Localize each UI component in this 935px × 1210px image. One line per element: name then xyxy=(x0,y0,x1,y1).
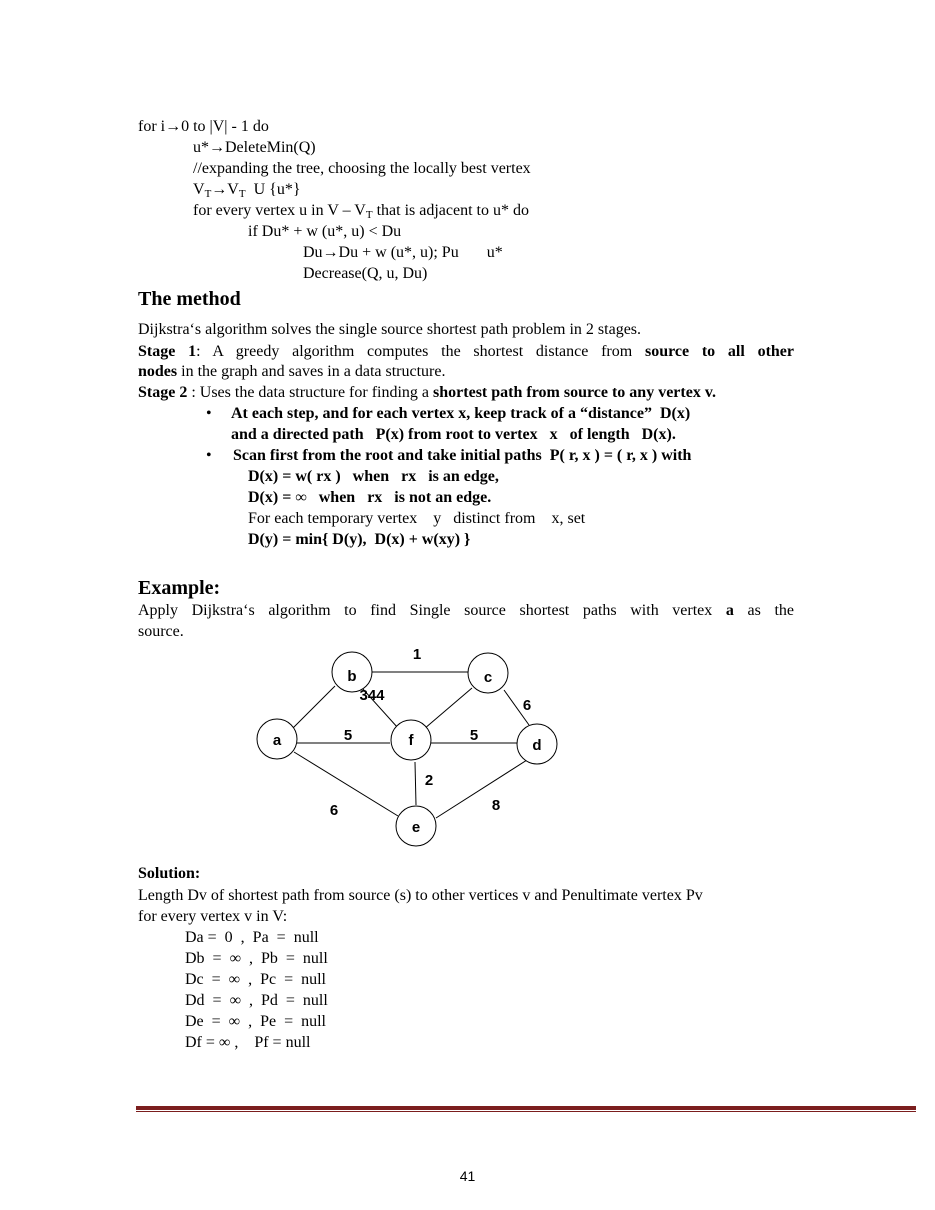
solution-heading: Solution: xyxy=(138,865,201,882)
weight-bc: 1 xyxy=(412,646,422,663)
d-rule-3: For each temporary vertex y distinct from x, set xyxy=(248,510,586,527)
edge-c-f xyxy=(424,688,472,729)
weight-de: 8 xyxy=(491,797,501,814)
bullet-2-line: Scan first from the root and take initial paths P( r, x ) = ( r, x ) with xyxy=(233,447,692,464)
algo-for-every: for every vertex u in V – V xyxy=(193,202,366,219)
algo-arrow-v: →V xyxy=(211,181,239,198)
example-text-line-1 xyxy=(138,600,794,621)
stage1-label: Stage 1 xyxy=(138,343,197,360)
d-rule-1: D(x) = w( rx ) when rx is an edge, xyxy=(248,468,499,485)
algo-line-8: Decrease(Q, u, Du) xyxy=(303,265,428,282)
weight-af: 5 xyxy=(343,727,353,744)
solution-row-b: Db = ∞ , Pb = null xyxy=(185,950,328,967)
example-graph xyxy=(240,640,570,850)
example-text-line-2: source. xyxy=(138,623,184,640)
edge-a-b xyxy=(290,686,335,731)
solution-row-e: De = ∞ , Pe = null xyxy=(185,1013,326,1030)
weight-ae: 6 xyxy=(329,802,339,819)
bullet-2-mark: • xyxy=(206,447,212,464)
solution-row-f: Df = ∞ , Pf = null xyxy=(185,1034,311,1051)
node-d-label: d xyxy=(532,737,542,754)
example-text-a: Apply Dijkstra‘s algorithm to find Single source shortest paths with vertex xyxy=(138,602,726,619)
edge-a-e xyxy=(294,752,398,816)
weight-bf: 344 xyxy=(359,687,385,704)
stage2-label: Stage 2 xyxy=(138,384,188,401)
algo-line-3: //expanding the tree, choosing the locally best vertex xyxy=(193,160,531,177)
example-text-b: as the xyxy=(733,602,795,619)
stage1-nodes: nodes xyxy=(138,363,178,380)
algo-sub-t: T xyxy=(204,188,212,200)
algo-adjacent: that is adjacent to u* do xyxy=(372,202,529,219)
bullet-1-line-1: At each step, and for each vertex x, keep track of a “distance” D(x) xyxy=(231,405,691,422)
bullet-1-mark: • xyxy=(206,405,212,422)
page-number: 41 xyxy=(459,1168,476,1184)
stage1-bold: source to all other xyxy=(644,343,795,360)
weight-fd: 5 xyxy=(469,727,479,744)
solution-row-d: Dd = ∞ , Pd = null xyxy=(185,992,328,1009)
algo-line-2: u*→DeleteMin(Q) xyxy=(193,139,316,156)
node-c-label: c xyxy=(483,669,493,686)
d-rule-2: D(x) = ∞ when rx is not an edge. xyxy=(248,489,492,506)
algo-line-7: Du→Du + w (u*, u); Pu u* xyxy=(303,244,503,261)
algo-line-1: for i→0 to |V| - 1 do xyxy=(138,118,269,135)
stage1-rest: in the graph and saves in a data structure. xyxy=(177,363,446,380)
weight-cd: 6 xyxy=(522,697,532,714)
stage1-line-2 xyxy=(138,362,445,382)
node-a-label: a xyxy=(272,732,282,749)
solution-row-a: Da = 0 , Pa = null xyxy=(185,929,319,946)
stage2-text: : Uses the data structure for finding a xyxy=(187,384,434,401)
stage2-bold: shortest path from source to any vertex v. xyxy=(433,384,716,401)
footer-rule-thin xyxy=(136,1111,916,1112)
stage1-text: : A greedy algorithm computes the shortest distance from xyxy=(196,343,645,360)
weight-fe: 2 xyxy=(424,772,434,789)
method-heading: The method xyxy=(138,288,241,310)
node-e-label: e xyxy=(411,819,421,836)
stage1-line xyxy=(138,341,794,362)
algo-sub-t3: T xyxy=(365,209,373,221)
method-intro: Dijkstra‘s algorithm solves the single source shortest path problem in 2 stages. xyxy=(138,321,642,338)
solution-row-c: Dc = ∞ , Pc = null xyxy=(185,971,326,988)
algo-sub-t2: T xyxy=(238,188,246,200)
edge-d-e xyxy=(436,760,527,818)
node-f-label: f xyxy=(408,732,414,749)
algo-union: U {u*} xyxy=(245,181,301,198)
example-text-vertex: a xyxy=(725,602,734,619)
solution-text-1: Length Dv of shortest path from source (s) to other vertices v and Penultimate vertex Pv xyxy=(138,887,703,904)
footer-rule xyxy=(136,1106,916,1110)
example-heading: Example: xyxy=(138,577,221,599)
algo-vt: V xyxy=(193,181,205,198)
algo-line-6: if Du* + w (u*, u) < Du xyxy=(248,223,402,240)
node-b-label: b xyxy=(347,668,357,685)
d-rule-4: D(y) = min{ D(y), D(x) + w(xy) } xyxy=(248,531,471,548)
bullet-1-line-2: and a directed path P(x) from root to vertex x of length D(x). xyxy=(231,426,676,443)
solution-text-2: for every vertex v in V: xyxy=(138,908,288,925)
edge-f-e xyxy=(415,762,416,805)
stage2-line xyxy=(138,383,716,403)
